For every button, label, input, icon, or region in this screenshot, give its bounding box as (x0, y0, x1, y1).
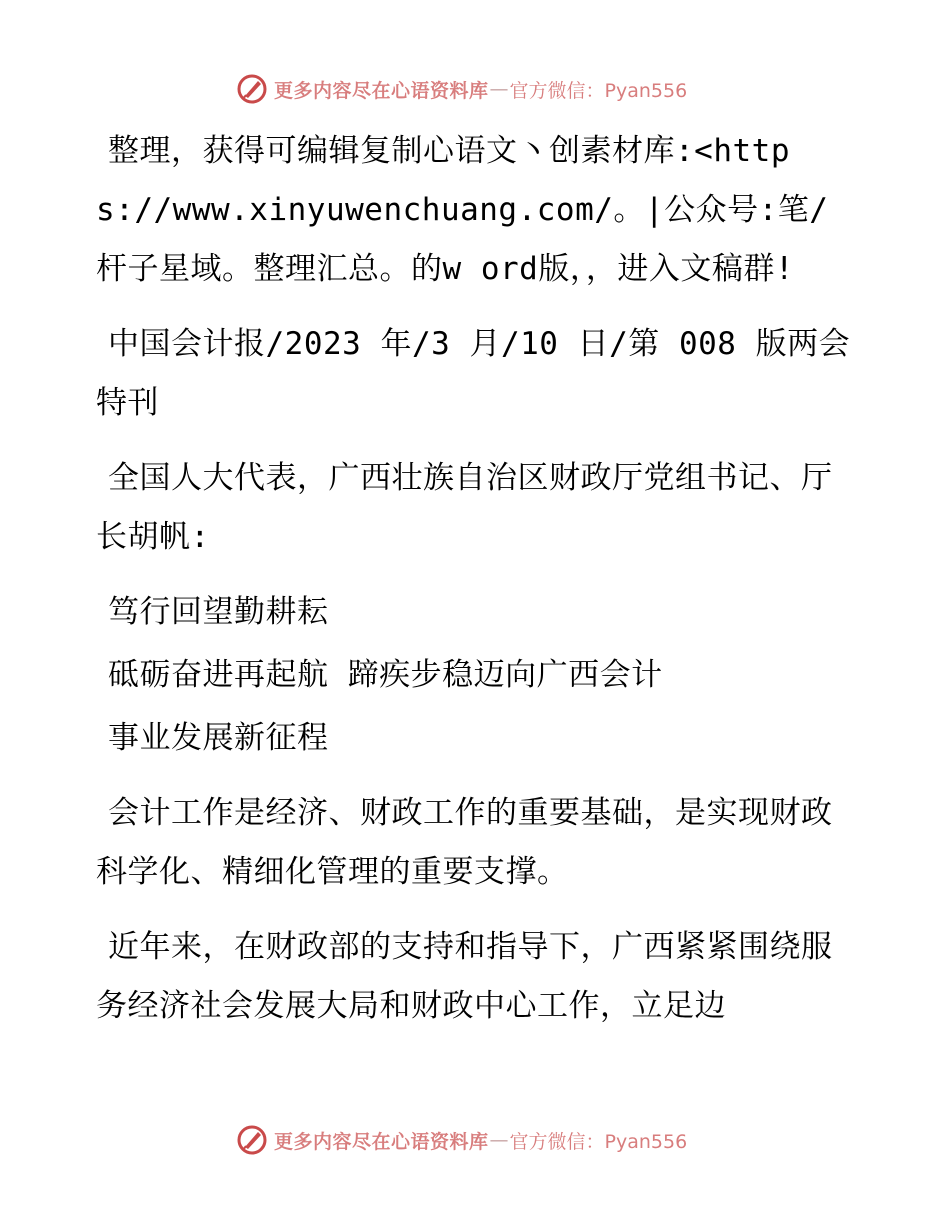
paragraph: 笃行回望勤耕耘 (108, 594, 329, 630)
footer-watermark (236, 1123, 687, 1157)
header-watermark (236, 72, 687, 106)
paragraph: 事业发展新征程 (108, 720, 329, 756)
watermark-contact-text: 官方微信：Pyan556 (509, 1130, 688, 1153)
paragraph: 砥砺奋进再起航 蹄疾步稳迈向广西会计 (108, 657, 663, 693)
watermark-contact-text: 官方微信：Pyan556 (509, 79, 688, 102)
watermark-site-text: 更多内容尽在心语资料库 (274, 79, 489, 102)
feather-pen-icon (236, 73, 268, 105)
paragraph: 全国人大代表，广西壮族自治区财政厅党组书记、厅长胡帆: (96, 460, 833, 555)
paragraph: 整理，获得可编辑复制心语文丶创素材库:<https://www.xinyuwenchuang.com/。|公众号:笔/杆子星域。整理汇总。的w ord版，，进入文稿群! (96, 133, 829, 287)
paragraph: 近年来，在财政部的支持和指导下，广西紧紧围绕服务经济社会发展大局和财政中心工作，立足边 (96, 929, 833, 1024)
paragraph: 中国会计报/2023 年/3 月/10 日/第 008 版两会特刊 (96, 326, 851, 421)
paragraph: 会计工作是经济、财政工作的重要基础，是实现财政科学化、精细化管理的重要支撑。 (96, 795, 833, 890)
watermark-dash: — (489, 78, 509, 100)
document-body (96, 122, 856, 1052)
watermark-dash: — (489, 1129, 509, 1151)
feather-pen-icon (236, 1124, 268, 1156)
watermark-site-text: 更多内容尽在心语资料库 (274, 1130, 489, 1153)
